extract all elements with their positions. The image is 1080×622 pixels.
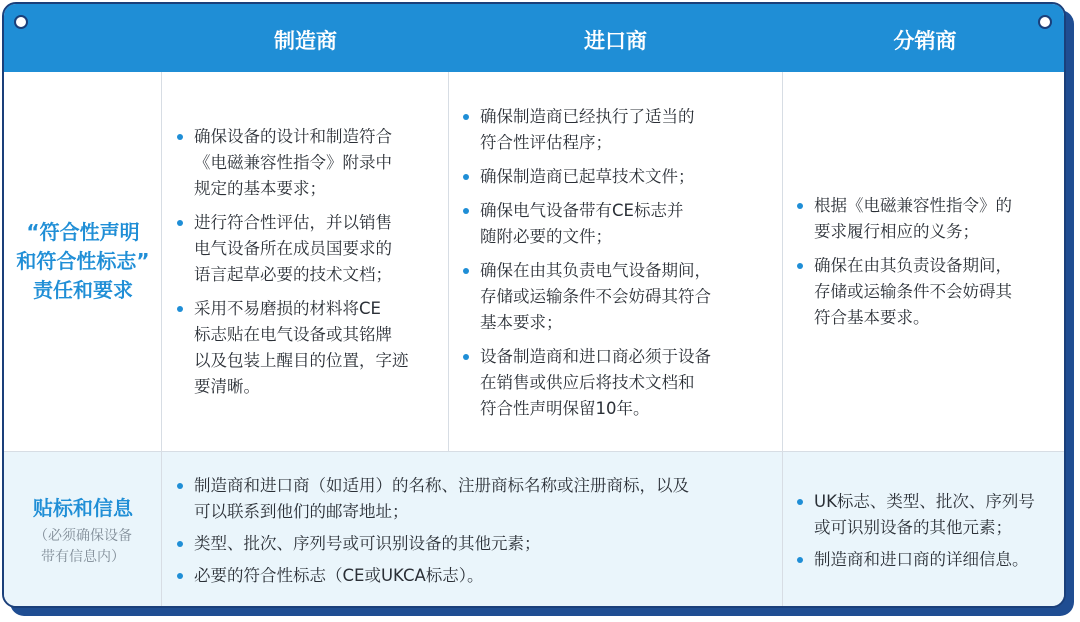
list-item-line: 存储或运输条件不会妨碍其符合 — [480, 286, 711, 306]
row2-sublabel-line: （必须确保设备 — [34, 528, 132, 544]
list-item-line: 在销售或供应后将技术文档和 — [480, 372, 695, 392]
list-item-line: 类型、批次、序列号或可识别设备的其他元素； — [194, 534, 541, 553]
distributor-list — [794, 193, 1064, 331]
list-item-line: 确保在由其负责设备期间， — [814, 255, 1012, 275]
row2-label — [4, 451, 162, 608]
manufacturer-list — [174, 124, 449, 400]
list-item-line: 必要的符合性标志（CE或UKCA标志）。 — [194, 566, 484, 585]
list-item — [460, 344, 782, 422]
list-item — [174, 473, 782, 525]
list-item — [174, 531, 782, 557]
list-item — [460, 104, 782, 156]
hole-left-icon — [14, 15, 28, 29]
list-item-line: 语言起草必要的技术文档； — [194, 264, 392, 284]
list-item-line: 电气设备所在成员国要求的 — [194, 238, 392, 258]
list-item-line: 确保制造商已起草技术文件； — [480, 166, 695, 186]
distributor-cell — [794, 72, 1064, 451]
list-item-line: 要求履行相应的义务； — [814, 221, 979, 241]
list-item — [460, 258, 782, 336]
list-item — [794, 193, 1064, 245]
importer-list — [460, 104, 782, 422]
importer-cell — [460, 72, 782, 451]
list-item-line: 采用不易磨损的材料将CE — [194, 298, 381, 318]
row1-label — [4, 72, 162, 451]
list-item — [794, 489, 1064, 541]
list-item-line: 要清晰。 — [194, 376, 260, 396]
list-item-line: 确保在由其负责电气设备期间， — [480, 260, 711, 280]
row1-label-line: 和符合性标志” — [16, 249, 150, 273]
row2-sublabel-line: 带有信息内） — [41, 549, 125, 565]
list-item-line: 标志贴在电气设备或其铭牌 — [194, 324, 392, 344]
comparison-table — [2, 2, 1066, 608]
mfr-importer-list — [174, 473, 782, 589]
list-item-line: 可以联系到他们的邮寄地址； — [194, 502, 409, 521]
list-item-line: 进行符合性评估，并以销售 — [194, 212, 392, 232]
list-item-line: 符合性声明保留10年。 — [480, 398, 650, 418]
row2-label-title: 贴标和信息 — [33, 496, 133, 520]
list-item-line: 确保设备的设计和制造符合 — [194, 126, 392, 146]
mfr-importer-cell — [174, 451, 782, 608]
manufacturer-cell — [174, 72, 449, 451]
list-item-line: 以及包装上醒目的位置，字迹 — [194, 350, 409, 370]
list-item-line: 《电磁兼容性指令》附录中 — [194, 152, 392, 172]
row2-distributor-cell — [794, 451, 1064, 608]
list-item — [460, 164, 782, 190]
list-item — [794, 253, 1064, 331]
list-item — [174, 563, 782, 589]
list-item-line: 制造商和进口商的详细信息。 — [814, 550, 1029, 569]
list-item-line: 设备制造商和进口商必须于设备 — [480, 346, 711, 366]
row1-label-line: 责任和要求 — [33, 278, 133, 302]
list-item-line: 符合性评估程序； — [480, 132, 612, 152]
list-item-line: 确保电气设备带有CE标志并 — [480, 200, 684, 220]
list-item — [174, 124, 449, 202]
list-item — [794, 547, 1064, 573]
list-item-line: 随附必要的文件； — [480, 226, 612, 246]
header-distributor: 分销商 — [893, 29, 957, 53]
list-item-line: 存储或运输条件不会妨碍其 — [814, 281, 1012, 301]
header-manufacturer: 制造商 — [274, 29, 337, 53]
list-item-line: 确保制造商已经执行了适当的 — [480, 106, 695, 126]
list-item — [174, 296, 449, 400]
list-item-line: 制造商和进口商（如适用）的名称、注册商标名称或注册商标，以及 — [194, 476, 689, 495]
header-importer: 进口商 — [584, 29, 647, 53]
row2-distributor-list — [794, 489, 1064, 573]
list-item-line: 符合基本要求。 — [814, 307, 930, 327]
list-item — [460, 198, 782, 250]
list-item — [174, 210, 449, 288]
list-item-line: 根据《电磁兼容性指令》的 — [814, 195, 1012, 215]
list-item-line: 基本要求； — [480, 312, 563, 332]
divider — [782, 72, 783, 608]
list-item-line: UK标志、类型、批次、序列号 — [814, 492, 1035, 511]
list-item-line: 或可识别设备的其他元素； — [814, 518, 1012, 537]
table-header — [4, 4, 1064, 72]
row1-label-line: “符合性声明 — [26, 220, 140, 244]
list-item-line: 规定的基本要求； — [194, 178, 326, 198]
